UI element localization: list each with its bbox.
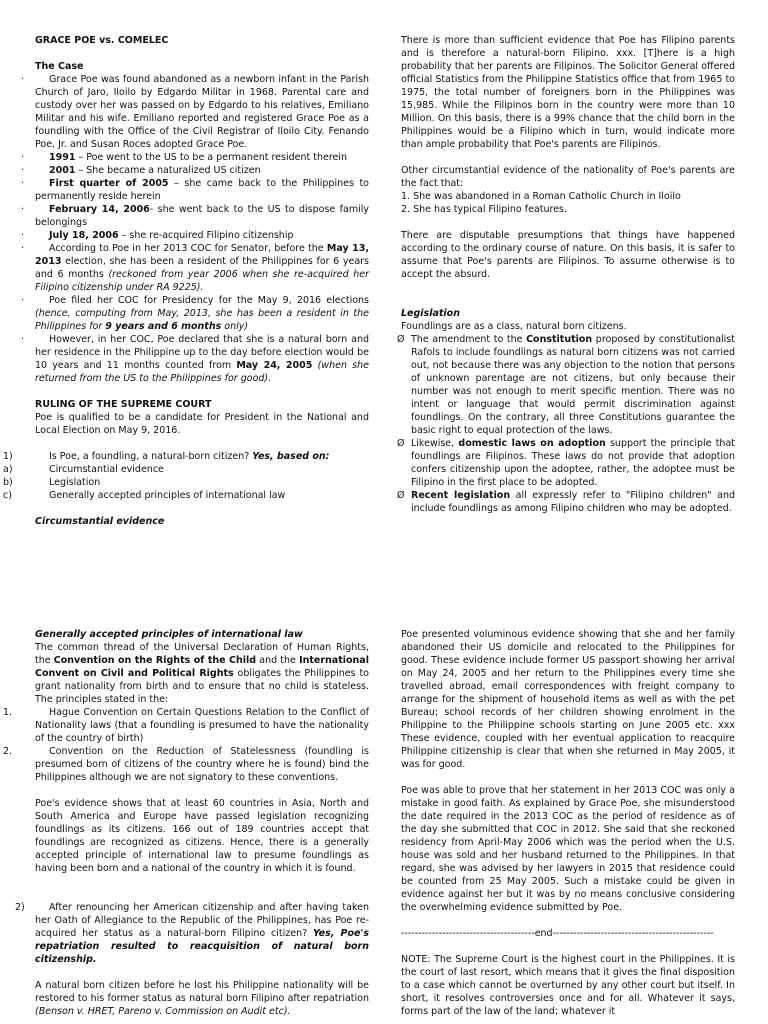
list-item: · Grace Poe was found abandoned as a newborn infant in the Parish Church of Jaro, Iloilo by Edgardo Militar in 1968. Parental care and custody over her was passed on by Edgardo to his relatives, Emiliano Militar and his wife. Emiliano reported and registered Grace Poe as a foundling with the Office of the Civil Registrar of Iloilo City. Fenando Poe, Jr. and Susan Roces adopted Grace Poe. xyxy=(21,74,369,150)
item-text: Grace Poe was found abandoned as a newborn infant in the Parish Church of Jaro, Iloilo by Edgardo Militar in 1968. Parental care and custody over her was passed on by Edgardo to his relatives, Emiliano Militar and his wife. Emiliano reported and registered Grace Poe as a foundling with the Office of the Civil Registrar of Iloilo City. Fenando Poe, Jr. and Susan Roces adopted Grace Poe. xyxy=(35,74,369,150)
statistics-paragraph: There is more than sufficient evidence that Poe has Filipino parents and is therefore a natural-born Filipino. xxx. [T]here is a high probability that her parents are Filipinos. The Solicitor General offered official Statistics from the Philippine Statistics office that from 1965 to 1975, the total number of foreigners born in the Philippines was 15,985. While the Filipinos born in the country were more than 10 Million. On this basis, there is a 99% chance that the child born in the Philippines would be a Filipino which in turn, would indicate more than ample probability that Poe's parents are Filipinos. xyxy=(401,35,735,150)
item-text: - she went back to the US to dispose family belongings xyxy=(35,204,369,228)
list-item: · 1991 – Poe went to the US to be a permanent resident therein xyxy=(21,152,348,163)
legislation-intro: Foundlings are as a class, natural born citizens. xyxy=(401,321,627,332)
right-top-column xyxy=(397,34,735,515)
question-number: 1) xyxy=(3,451,13,462)
countries-evidence-paragraph: Poe's evidence shows that at least 60 countries in Asia, North and South America and Europe have passed legislation recognizing foundlings as its citizens. 166 out of 189 countries accept that foundlings are recognized as citizens. Hence, there is a generally accepted principle of international law to presume foundlings as having been born and a national of the country in which it is found. xyxy=(35,798,369,874)
list-item: · February 14, 2006- she went back to the US to dispose family belongings xyxy=(21,204,369,228)
circumstantial-heading: Circumstantial evidence xyxy=(35,516,165,527)
item-date: February 14, 2006 xyxy=(49,204,150,215)
list-item: 2. Convention on the Reduction of Statelessness (foundling is presumed born of citizens of the country where he is found) bind the Philippines although we are not signatory to these conventions. xyxy=(3,746,369,783)
list-item: a) Circumstantial evidence xyxy=(3,464,164,475)
presumptions-paragraph: There are disputable presumptions that things have happened according to the ordinary course of nature. On this basis, it is safer to assume that Poe's parents are Filipinos. To assume otherwise is to accept the absurd. xyxy=(401,230,735,280)
item-date: 1991 xyxy=(49,152,76,163)
item-text: – she re-acquired Filipino citizenship xyxy=(118,230,294,241)
arrow-bullet-icon: Ø xyxy=(397,490,405,501)
item-date: First quarter of 2005 xyxy=(49,178,169,189)
evidence-item: 1. She was abandoned in a Roman Catholic Church in Iloilo xyxy=(401,191,681,202)
list-item: Ø The amendment to the Constitution proposed by constitutionalist Rafols to include foundlings as natural born citizens was not carried out, not because there was any objection to the notion that persons of unknown parentage are not citizens, but only because their number was not enough to merit specific mention. There was no intent or language that would permit discrimination against foundlings. On the contrary, all three Constitutions guarantee the basic right to equal protection of the laws. xyxy=(397,334,735,436)
list-item: · First quarter of 2005 – she came back to the Philippines to permanently reside herein xyxy=(21,178,369,202)
legislation-heading: Legislation xyxy=(401,308,460,319)
restoration-paragraph: A natural born citizen before he lost his Philippine nationality will be restored to his former status as natural born Filipino after repatriation (Benson v. HRET, Pareno v. Commission on Audit etc). xyxy=(35,980,369,1017)
conventions-list xyxy=(3,706,369,784)
international-law-heading: Generally accepted principles of international law xyxy=(35,629,303,640)
list-item: · 2001 – She became a naturalized US citizen xyxy=(21,165,261,176)
list-item: Ø Likewise, domestic laws on adoption support the principle that foundlings are Filipinos. These laws do not provide that adoption confers citizenship upon the adoptee, rather, the adoptee must be Filipino in the first place to be adopted. xyxy=(397,438,735,488)
list-item: · July 18, 2006 – she re-acquired Filipino citizenship xyxy=(21,230,294,241)
item-text: – Poe went to the US to be a permanent resident therein xyxy=(75,152,348,163)
left-bottom-column xyxy=(3,628,369,1018)
list-item: · According to Poe in her 2013 COC for Senator, before the May 13, 2013 election, she has been a resident of the Philippines for 6 years and 6 months (reckoned from year 2006 when she re-acquired her Filipino citizenship under RA 9225). xyxy=(21,243,369,293)
ruling-text: Poe is qualified to be a candidate for President in the National and Local Election on May 9, 2016. xyxy=(35,412,369,436)
ruling-heading: RULING OF THE SUPREME COURT xyxy=(35,399,212,410)
case-list xyxy=(21,73,369,385)
international-law-intro: The common thread of the Universal Declaration of Human Rights, the Convention on the Rights of the Child and the International Convent on Civil and Political Rights obligates the Philippines to grant nationality from birth and to ensure that no child is stateless. The principles stated in the: xyxy=(35,642,369,705)
question-2: 2) After renouncing her American citizenship and after having taken her Oath of Allegiance to the Republic of the Philippines, has Poe re-acquired her status as a natural-born Filipino citizen? Yes, Poe's repatriation resulted to reacquisition of natural born citizenship. xyxy=(15,902,369,965)
item-text: – She became a naturalized US citizen xyxy=(75,165,261,176)
supreme-court-note: NOTE: The Supreme Court is the highest court in the Philippines. It is the court of last resort, which means that it gives the final disposition to a case which cannot be overturned by any other court but itself. In short, it resolves controversies once and for all. Whatever it says, forms part of the law of the land; whatever it xyxy=(401,954,735,1017)
question-number: 2) xyxy=(15,902,25,913)
list-item: c) Generally accepted principles of international law xyxy=(3,490,286,501)
bases-list xyxy=(3,463,369,502)
list-item: b) Legislation xyxy=(3,477,101,488)
end-separator: ---------------------------------------end----------------------------------------------- xyxy=(401,928,714,939)
document-title: GRACE POE vs. COMELEC xyxy=(35,35,169,46)
other-evidence-paragraph: Other circumstantial evidence of the nationality of Poe's parents are the fact that: xyxy=(401,165,735,189)
mistake-paragraph: Poe was able to prove that her statement in her 2013 COC was only a mistake in good faith. As explained by Grace Poe, she misunderstood the date required in the 2013 COC as the period of residence as of the day she submitted that COC in 2012. She said that she reckoned residency from April-May 2006 which was the period when the U.S. house was sold and her husband returned to the Philippines. In that regard, she was advised by her lawyers in 2015 that residence could be counted from 25 May 2005. Such a mistake could be given in evidence against her but it was by no means conclusive considering the overwhelming evidence submitted by Poe. xyxy=(401,785,735,913)
list-item: · However, in her COC, Poe declared that she is a natural born and her residence in the Philippine up to the day before election would be 10 years and 11 months counted from May 24, 2005 (when she returned from the US to the Philippines for good). xyxy=(21,334,369,384)
evidence-item: 2. She has typical Filipino features. xyxy=(401,204,568,215)
case-heading: The Case xyxy=(35,61,84,72)
item-date: July 18, 2006 xyxy=(49,230,119,241)
arrow-bullet-icon: Ø xyxy=(397,438,405,449)
question-1: 1) Is Poe, a foundling, a natural-born citizen? Yes, based on: xyxy=(3,451,330,462)
legislation-list xyxy=(397,333,735,515)
list-item: 1. Hague Convention on Certain Questions Relation to the Conflict of Nationality laws (that a foundling is presumed to have the nationality of the country of birth) xyxy=(3,707,369,744)
item-text: – she came back to the Philippines to permanently reside herein xyxy=(35,178,369,202)
domicile-evidence-paragraph: Poe presented voluminous evidence showing that she and her family abandoned their US domicile and relocated to the Philippines for good. These evidence include former US passport showing her arrival on May 24, 2005 and her return to the Philippines every time she travelled abroad, email correspondences with freight company to arrange for the shipment of household items as well as with the pet Bureau; school records of her children showing enrolment in the Philippine to the Philippine schools starting on June 2005 etc. xxx These evidence, coupled with her eventual application to reacquire Philippine citizenship is clear that when she returned in May 2005, it was for good. xyxy=(401,629,735,770)
item-date: 2001 xyxy=(49,165,76,176)
list-item: · Poe filed her COC for Presidency for the May 9, 2016 elections (hence, computing from May, 2013, she has been a resident in the Philippines for 9 years and 6 months only) xyxy=(21,295,369,332)
arrow-bullet-icon: Ø xyxy=(397,334,405,345)
left-top-column xyxy=(3,34,369,528)
right-bottom-column xyxy=(401,628,735,1018)
list-item: Ø Recent legislation all expressly refer to "Filipino children" and include foundlings as among Filipino children who may be adopted. xyxy=(397,490,735,514)
